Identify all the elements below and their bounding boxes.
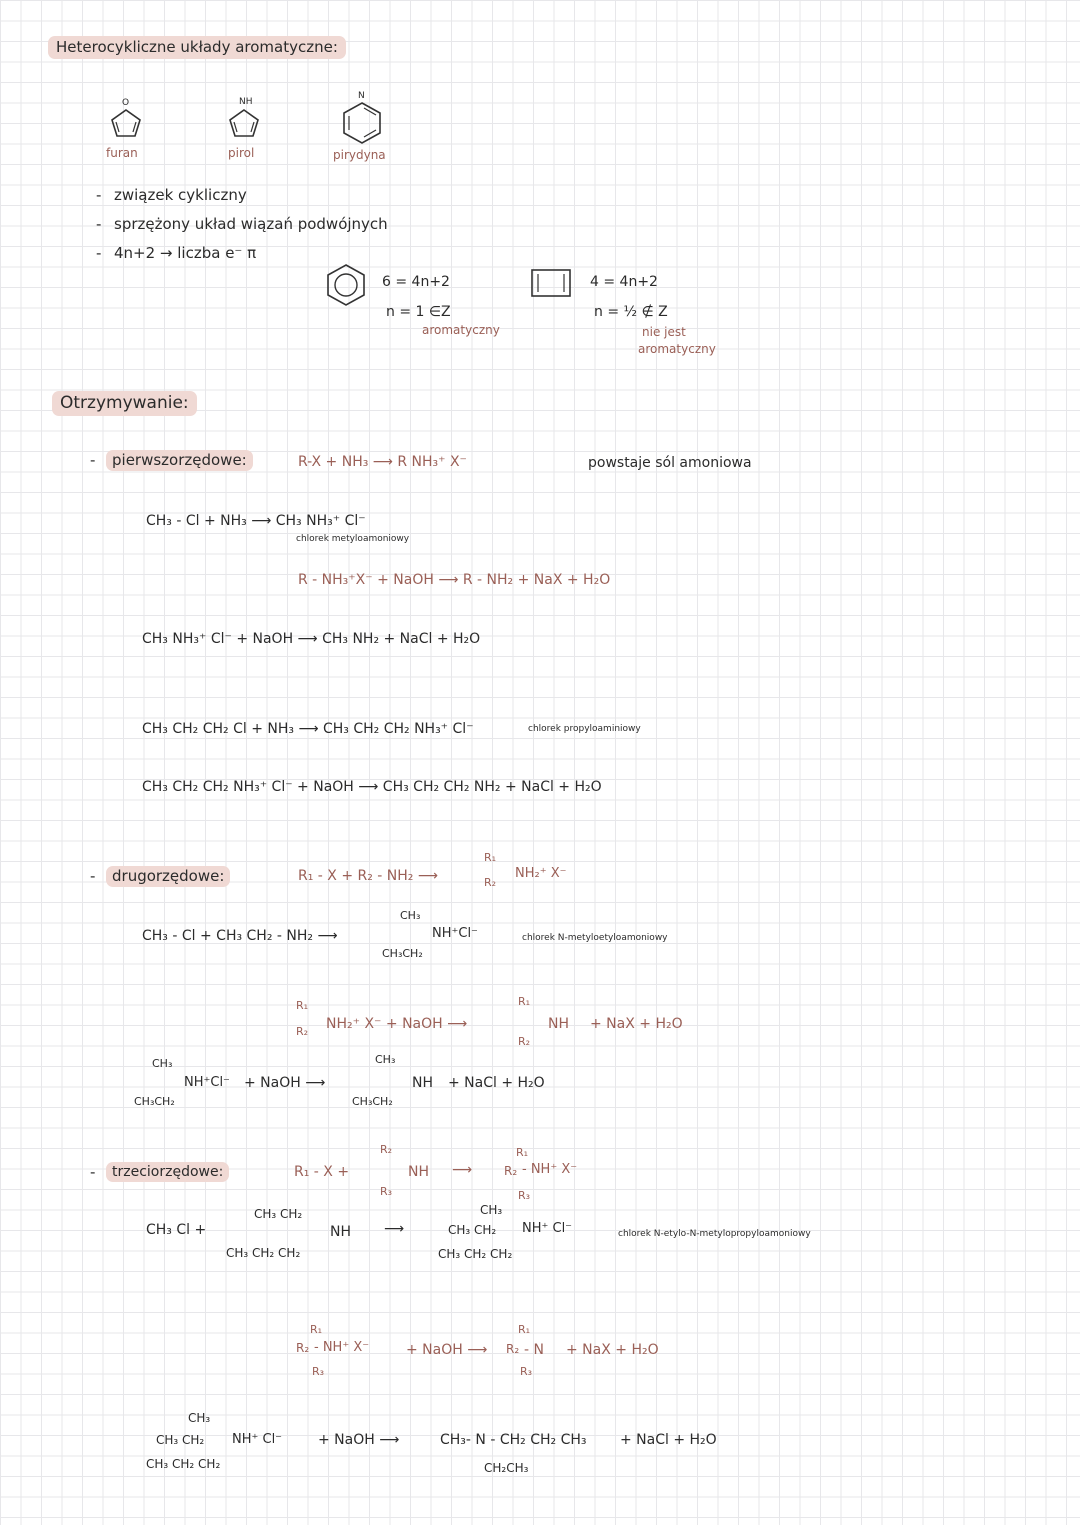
pirydyna-structure-icon <box>340 100 384 146</box>
primary-example-3: CH₃ CH₂ CH₂ Cl + NH₃ ⟶ CH₃ CH₂ CH₂ NH₃⁺ Cl⁻ <box>142 721 474 737</box>
secondary-ex2-right: + NaCl + H₂O <box>448 1075 545 1091</box>
primary-note: powstaje sól amoniowa <box>588 455 752 471</box>
secondary-gen2-nh: NH <box>548 1016 569 1032</box>
pirol-label: pirol <box>228 146 255 160</box>
tertiary-gen-nh: NH <box>408 1164 429 1180</box>
secondary-ex2-nhcl: NH⁺Cl⁻ <box>184 1075 230 1090</box>
tertiary-gen2-prod-r2: R₂ <box>506 1342 520 1356</box>
secondary-gen2-prod-r1: R₁ <box>518 995 531 1008</box>
tertiary-ex-arrow: ⟶ <box>384 1221 405 1237</box>
tertiary-ex-name: chlorek N-etylo-N-metylopropyloamoniowy <box>618 1229 811 1239</box>
furan-label: furan <box>106 146 138 160</box>
criteria-item-2: sprzężony układ wiązań podwójnych <box>114 215 388 233</box>
secondary-ex2-prod-ch3: CH₃ <box>375 1053 396 1066</box>
tertiary-gen2-prod-r3: R₃ <box>520 1365 533 1378</box>
primary-general-eq: R-X + NH₃ ⟶ R NH₃⁺ X⁻ <box>298 454 467 470</box>
tertiary-ex-prod-nhcl: NH⁺ Cl⁻ <box>522 1221 573 1236</box>
tertiary-gen2-mid: + NaOH ⟶ <box>406 1342 488 1358</box>
tertiary-ex-prod-ch3: CH₃ <box>480 1203 503 1217</box>
tertiary-final-right: + NaCl + H₂O <box>620 1432 717 1448</box>
cyclobutadiene-verdict-2: aromatyczny <box>638 342 716 356</box>
criteria-dash-1: - <box>96 186 102 204</box>
secondary-general-r1: R₁ <box>484 851 497 864</box>
secondary-general-prod: NH₂⁺ X⁻ <box>515 866 567 881</box>
primary-example-1: CH₃ - Cl + NH₃ ⟶ CH₃ NH₃⁺ Cl⁻ <box>146 513 366 529</box>
tertiary-final-mid: + NaOH ⟶ <box>318 1432 400 1448</box>
primary-dash: - <box>90 451 96 469</box>
tertiary-label: trzeciorzędowe: <box>106 1162 229 1182</box>
cyclobutadiene-structure-icon <box>530 268 572 298</box>
secondary-example-1-nhcl: NH⁺Cl⁻ <box>432 926 478 941</box>
secondary-gen2-right: + NaX + H₂O <box>590 1016 683 1032</box>
tertiary-dash: - <box>90 1163 96 1181</box>
tertiary-gen2-right: + NaX + H₂O <box>566 1342 659 1358</box>
secondary-ex2-ch3: CH₃ <box>152 1057 173 1070</box>
tertiary-gen-r3: R₃ <box>380 1185 393 1198</box>
benzene-n: n = 1 ∈Z <box>386 304 451 320</box>
tertiary-ex-ch3ch2ch2: CH₃ CH₂ CH₂ <box>226 1246 301 1260</box>
tertiary-final-ch3: CH₃ <box>188 1411 211 1425</box>
tertiary-ex-prod-ch3ch2ch2: CH₃ CH₂ CH₂ <box>438 1247 513 1261</box>
tertiary-ex-nh: NH <box>330 1224 351 1240</box>
secondary-gen2-prod-r2: R₂ <box>518 1035 531 1048</box>
pirydyna-heteroatom: N <box>358 91 365 101</box>
tertiary-final-ch3ch2ch2: CH₃ CH₂ CH₂ <box>146 1457 221 1471</box>
criteria-dash-2: - <box>96 215 102 233</box>
secondary-ex2-mid: + NaOH ⟶ <box>244 1075 326 1091</box>
tertiary-final-ch3ch2: CH₃ CH₂ <box>156 1433 205 1447</box>
secondary-gen2-r1: R₁ <box>296 999 309 1012</box>
tertiary-final-prod: CH₃- N - CH₂ CH₂ CH₃ <box>440 1432 587 1448</box>
tertiary-ex-ch3ch2: CH₃ CH₂ <box>254 1207 303 1221</box>
tertiary-gen2-prod-n: - N <box>524 1342 544 1358</box>
secondary-gen2-mid: NH₂⁺ X⁻ + NaOH ⟶ <box>326 1016 468 1032</box>
primary-example-2: CH₃ NH₃⁺ Cl⁻ + NaOH ⟶ CH₃ NH₂ + NaCl + H₂O <box>142 631 481 647</box>
furan-heteroatom: O <box>122 98 130 108</box>
criteria-item-3: 4n+2 → liczba e⁻ π <box>114 244 257 262</box>
secondary-example-1-left: CH₃ - Cl + CH₃ CH₂ - NH₂ ⟶ <box>142 928 338 944</box>
tertiary-final-nhcl: NH⁺ Cl⁻ <box>232 1432 283 1447</box>
page-title: Heterocykliczne układy aromatyczne: <box>48 36 346 59</box>
pirol-structure-icon <box>226 104 266 144</box>
tertiary-gen-arrow: ⟶ <box>452 1162 473 1178</box>
tertiary-gen-prod-nhx: - NH⁺ X⁻ <box>522 1162 578 1177</box>
pirydyna-label: pirydyna <box>333 148 386 162</box>
primary-example-3-name: chlorek propyloaminiowy <box>528 724 641 734</box>
primary-example-1-name: chlorek metyloamoniowy <box>296 534 410 544</box>
cyclobutadiene-verdict-1: nie jest <box>642 325 686 339</box>
benzene-eq: 6 = 4n+2 <box>382 274 450 290</box>
tertiary-ex-left: CH₃ Cl + <box>146 1222 207 1238</box>
benzene-structure-icon <box>324 262 368 308</box>
tertiary-ex-prod-ch3ch2: CH₃ CH₂ <box>448 1223 497 1237</box>
criteria-dash-3: - <box>96 244 102 262</box>
tertiary-gen-r2: R₂ <box>380 1143 393 1156</box>
secondary-example-1-name: chlorek N-metyloetyloamoniowy <box>522 933 668 943</box>
tertiary-gen-prod-r1: R₁ <box>516 1146 529 1159</box>
benzene-verdict: aromatyczny <box>422 323 500 337</box>
section-title-otrzymywanie: Otrzymywanie: <box>52 391 197 416</box>
secondary-gen2-r2: R₂ <box>296 1025 309 1038</box>
tertiary-gen2-prod-r1: R₁ <box>518 1323 531 1336</box>
tertiary-gen2-r3: R₃ <box>312 1365 325 1378</box>
tertiary-gen2-r1: R₁ <box>310 1323 323 1336</box>
cyclobutadiene-n: n = ½ ∉ Z <box>594 304 668 320</box>
secondary-general-left: R₁ - X + R₂ - NH₂ ⟶ <box>298 868 438 884</box>
tertiary-gen-prod-r3: R₃ <box>518 1189 531 1202</box>
secondary-ex2-ch3ch2: CH₃CH₂ <box>134 1095 175 1108</box>
pirol-heteroatom: NH <box>239 97 253 107</box>
criteria-item-1: związek cykliczny <box>114 186 247 204</box>
tertiary-gen2-r2: R₂ <box>296 1341 310 1355</box>
primary-general-2: R - NH₃⁺X⁻ + NaOH ⟶ R - NH₂ + NaX + H₂O <box>298 572 611 588</box>
primary-example-4: CH₃ CH₂ CH₂ NH₃⁺ Cl⁻ + NaOH ⟶ CH₃ CH₂ CH₂ NH₂ + NaCl + H₂O <box>142 779 602 795</box>
secondary-general-r2: R₂ <box>484 876 497 889</box>
secondary-label: drugorzędowe: <box>106 866 230 887</box>
tertiary-gen-prod-r2: R₂ <box>504 1164 518 1178</box>
secondary-example-1-ch3ch2: CH₃CH₂ <box>382 947 423 960</box>
cyclobutadiene-eq: 4 = 4n+2 <box>590 274 658 290</box>
tertiary-final-prod-sub: CH₂CH₃ <box>484 1461 529 1475</box>
primary-label: pierwszorzędowe: <box>106 450 253 471</box>
secondary-example-1-ch3: CH₃ <box>400 909 421 922</box>
tertiary-gen2-nhx: - NH⁺ X⁻ <box>314 1340 370 1355</box>
secondary-ex2-nh: NH <box>412 1075 433 1091</box>
secondary-dash: - <box>90 867 96 885</box>
secondary-ex2-prod-ch3ch2: CH₃CH₂ <box>352 1095 393 1108</box>
tertiary-gen-left: R₁ - X + <box>294 1164 350 1180</box>
